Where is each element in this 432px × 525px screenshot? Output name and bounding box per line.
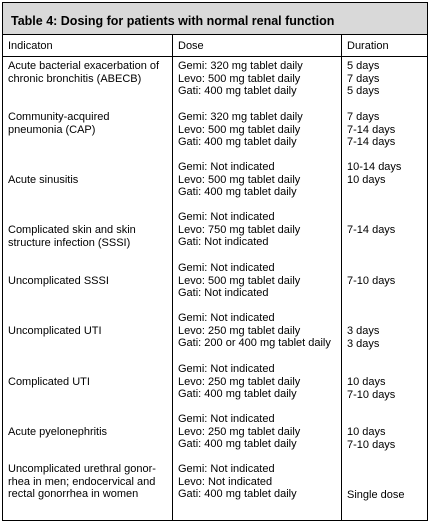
cell-indication: Community-acquired pneumonia (CAP) <box>8 111 110 136</box>
cell-dose: Gemi: Not indicated Levo: 250 mg tablet daily Gati: 200 or 400 mg tablet daily <box>178 312 331 350</box>
cell-indication: Complicated UTI <box>8 376 90 388</box>
cell-dose: Gemi: 320 mg tablet daily Levo: 500 mg tablet daily Gati: 400 mg tablet daily <box>178 60 303 98</box>
header-dose: Dose <box>178 40 204 52</box>
cell-dose: Gemi: Not indicated Levo: 250 mg tablet daily Gati: 400 mg tablet daily <box>178 363 301 401</box>
cell-indication: Acute bacterial exacerbation of chronic bronchitis (ABECB) <box>8 60 160 85</box>
table-title: Table 4: Dosing for patients with normal renal function <box>11 14 335 28</box>
column-divider <box>172 35 173 521</box>
cell-dose: Gemi: Not indicated Levo: 500 mg tablet daily Gati: 400 mg tablet daily <box>178 161 301 199</box>
cell-duration: 5 days 7 days 5 days <box>347 60 380 98</box>
cell-dose: Gemi: Not indicated Levo: 500 mg tablet daily Gati: Not indicated <box>178 262 301 300</box>
cell-indication: Uncomplicated UTI <box>8 325 102 337</box>
cell-duration: 3 days 3 days <box>347 325 380 350</box>
header-indication: Indicaton <box>8 40 53 52</box>
cell-duration: 10-14 days 10 days <box>347 161 402 186</box>
cell-dose: Gemi: 320 mg tablet daily Levo: 500 mg tablet daily Gati: 400 mg tablet daily <box>178 111 303 149</box>
cell-duration: 10 days 7-10 days <box>347 376 396 401</box>
cell-dose: Gemi: Not indicated Levo: 250 mg tablet daily Gati: 400 mg tablet daily <box>178 413 301 451</box>
cell-duration: 7-14 days <box>347 224 396 236</box>
cell-indication: Complicated skin and skin structure infection (SSSI) <box>8 224 136 249</box>
cell-duration: 10 days 7-10 days <box>347 426 396 451</box>
table-title-bar <box>2 2 428 35</box>
cell-indication: Uncomplicated urethral gonor- rhea in men; endocervical and rectal gonorrhea in women <box>8 463 156 501</box>
cell-dose: Gemi: Not indicated Levo: 750 mg tablet daily Gati: Not indicated <box>178 211 301 249</box>
header-duration: Duration <box>347 40 389 52</box>
cell-dose: Gemi: Not indicated Levo: Not indicated Gati: 400 mg tablet daily <box>178 463 297 501</box>
cell-duration: 7 days 7-14 days 7-14 days <box>347 111 396 149</box>
column-divider <box>341 35 342 521</box>
cell-indication: Uncomplicated SSSI <box>8 275 109 287</box>
cell-indication: Acute pyelonephritis <box>8 426 108 438</box>
cell-indication: Acute sinusitis <box>8 174 79 186</box>
cell-duration: 7-10 days <box>347 275 396 287</box>
cell-duration: Single dose <box>347 489 405 501</box>
